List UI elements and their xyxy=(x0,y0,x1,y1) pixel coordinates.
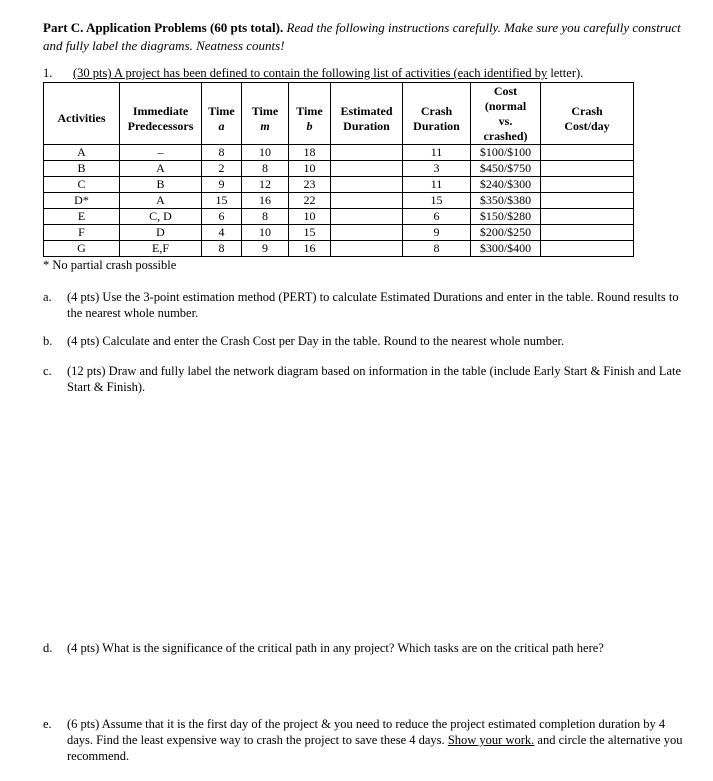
cell-crash-cost-per-day xyxy=(541,209,634,225)
cell-cost: $100/$100 xyxy=(471,145,541,161)
cell-time-m: 10 xyxy=(242,145,289,161)
header-time-b: Time b xyxy=(289,83,331,145)
cell-time-a: 8 xyxy=(202,145,242,161)
cell-time-b: 18 xyxy=(289,145,331,161)
cell-crash-duration: 6 xyxy=(403,209,471,225)
cell-crash-duration: 15 xyxy=(403,193,471,209)
cell-time-b: 23 xyxy=(289,177,331,193)
cell-time-a: 15 xyxy=(202,193,242,209)
header-activities: Activities xyxy=(44,83,120,145)
header-predecessors: Immediate Predecessors xyxy=(120,83,202,145)
cell-time-b: 15 xyxy=(289,225,331,241)
cell-predecessors: A xyxy=(120,161,202,177)
part-d xyxy=(43,640,683,656)
header-instructions: Read the following instructions carefully. Make sure you carefully construct and fully label the diagrams. Neatness counts! xyxy=(43,20,681,53)
header-time-m: Time m xyxy=(242,83,289,145)
cell-time-b: 16 xyxy=(289,241,331,257)
part-e-tail: and circle the alternative you recommend. xyxy=(67,733,683,763)
part-b-label: b. xyxy=(43,334,53,348)
cell-estimated-duration xyxy=(331,241,403,257)
part-e-body xyxy=(67,716,683,764)
cell-activity: D* xyxy=(44,193,120,209)
cell-time-m: 8 xyxy=(242,209,289,225)
cell-time-m: 10 xyxy=(242,225,289,241)
cell-crash-cost-per-day xyxy=(541,145,634,161)
table-row xyxy=(44,161,634,177)
question-points: (30 pts) xyxy=(73,66,112,80)
cell-estimated-duration xyxy=(331,209,403,225)
cell-cost: $450/$750 xyxy=(471,161,541,177)
question-number: 1. xyxy=(43,66,53,80)
table-row xyxy=(44,225,634,241)
cell-time-a: 9 xyxy=(202,177,242,193)
cell-time-a: 2 xyxy=(202,161,242,177)
cell-time-m: 12 xyxy=(242,177,289,193)
cell-predecessors: E,F xyxy=(120,241,202,257)
table-row xyxy=(44,193,634,209)
header-time-a: Time a xyxy=(202,83,242,145)
cell-time-b: 10 xyxy=(289,161,331,177)
part-a-text: (4 pts) Use the 3-point estimation method (PERT) to calculate Estimated Durations and enter in the table. Round results to the nearest whole number. xyxy=(67,290,679,320)
part-c-label: c. xyxy=(43,364,52,378)
table-row xyxy=(44,145,634,161)
part-e-label: e. xyxy=(43,717,52,731)
question-text-tail: letter). xyxy=(550,66,584,80)
part-e-show-work: Show your work. xyxy=(447,733,535,747)
table-footnote: * No partial crash possible xyxy=(43,258,177,272)
question-text: A project has been defined to contain the following list of activities (each identified by xyxy=(113,66,548,80)
cell-time-m: 16 xyxy=(242,193,289,209)
cell-predecessors: C, D xyxy=(120,209,202,225)
table-row xyxy=(44,209,634,225)
cell-cost: $150/$280 xyxy=(471,209,541,225)
cell-cost: $200/$250 xyxy=(471,225,541,241)
activities-table xyxy=(43,82,634,257)
cell-activity: C xyxy=(44,177,120,193)
cell-crash-cost-per-day xyxy=(541,241,634,257)
cell-time-b: 22 xyxy=(289,193,331,209)
cell-estimated-duration xyxy=(331,145,403,161)
cell-time-m: 9 xyxy=(242,241,289,257)
cell-activity: A xyxy=(44,145,120,161)
part-b-text: (4 pts) Calculate and enter the Crash Cost per Day in the table. Round to the nearest whole number. xyxy=(67,334,565,348)
cell-cost: $240/$300 xyxy=(471,177,541,193)
cell-activity: B xyxy=(44,161,120,177)
part-b xyxy=(43,333,683,349)
cell-activity: F xyxy=(44,225,120,241)
cell-activity: E xyxy=(44,209,120,225)
cell-time-m: 8 xyxy=(242,161,289,177)
cell-crash-duration: 9 xyxy=(403,225,471,241)
cell-estimated-duration xyxy=(331,225,403,241)
cell-predecessors: A xyxy=(120,193,202,209)
cell-crash-duration: 11 xyxy=(403,145,471,161)
cell-predecessors: D xyxy=(120,225,202,241)
part-a xyxy=(43,289,683,321)
table-row xyxy=(44,241,634,257)
cell-time-b: 10 xyxy=(289,209,331,225)
cell-crash-duration: 11 xyxy=(403,177,471,193)
cell-crash-cost-per-day xyxy=(541,161,634,177)
header-cost: Cost (normal vs. crashed) xyxy=(471,83,541,145)
cell-crash-cost-per-day xyxy=(541,177,634,193)
part-e-text: (6 pts) Assume that it is the first day of the project & you need to reduce the project estimated completion duration by 4 days. Find the least expensive way to crash the project to save these 4 days. xyxy=(67,717,666,747)
cell-activity: G xyxy=(44,241,120,257)
part-c xyxy=(43,363,683,395)
cell-time-a: 8 xyxy=(202,241,242,257)
table-row xyxy=(44,177,634,193)
part-c-text: (12 pts) Draw and fully label the network diagram based on information in the table (include Early Start & Finish and Late Start & Finish). xyxy=(67,364,682,394)
part-e xyxy=(43,716,683,764)
part-a-label: a. xyxy=(43,290,52,304)
cell-estimated-duration xyxy=(331,177,403,193)
cell-estimated-duration xyxy=(331,161,403,177)
cell-time-a: 4 xyxy=(202,225,242,241)
table-header-row xyxy=(44,83,634,145)
cell-predecessors: – xyxy=(120,145,202,161)
cell-crash-cost-per-day xyxy=(541,225,634,241)
cell-estimated-duration xyxy=(331,193,403,209)
part-d-label: d. xyxy=(43,641,53,655)
problem-header xyxy=(43,19,683,55)
cell-crash-cost-per-day xyxy=(541,193,634,209)
cell-cost: $300/$400 xyxy=(471,241,541,257)
header-title: Part C. Application Problems (60 pts total). xyxy=(43,20,284,35)
part-d-text: (4 pts) What is the significance of the critical path in any project? Which tasks are on the critical path here? xyxy=(67,641,604,655)
header-crash-cost-per-day: Crash Cost/day xyxy=(541,83,634,145)
cell-cost: $350/$380 xyxy=(471,193,541,209)
header-estimated-duration: Estimated Duration xyxy=(331,83,403,145)
cell-crash-duration: 8 xyxy=(403,241,471,257)
question-1-intro xyxy=(43,66,683,81)
cell-predecessors: B xyxy=(120,177,202,193)
header-crash-duration: Crash Duration xyxy=(403,83,471,145)
cell-time-a: 6 xyxy=(202,209,242,225)
cell-crash-duration: 3 xyxy=(403,161,471,177)
